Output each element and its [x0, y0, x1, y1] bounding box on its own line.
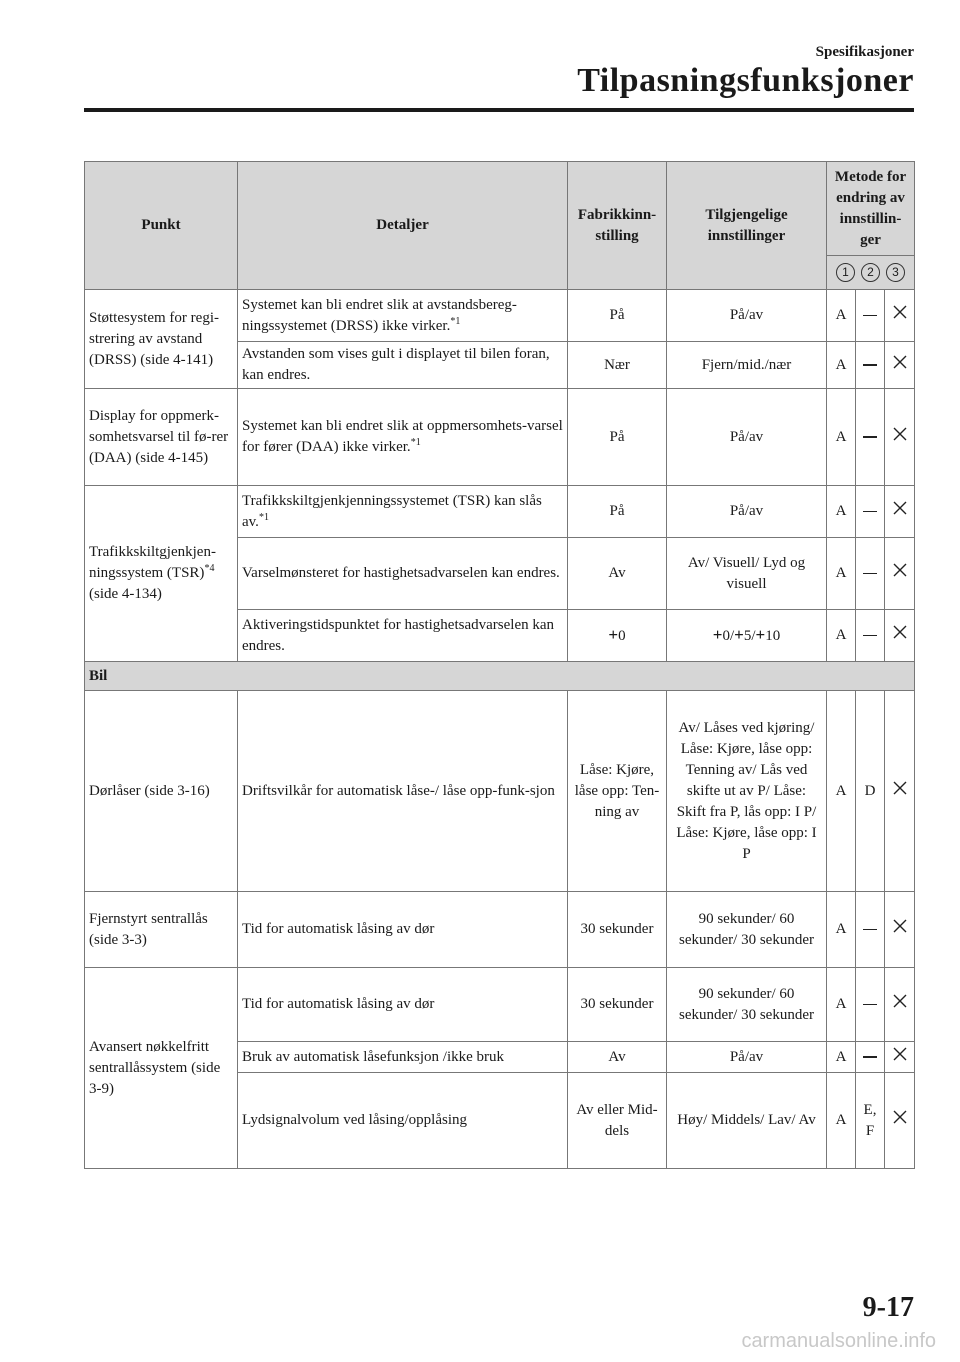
factory-cell: På: [568, 290, 667, 342]
method-cell: A: [827, 610, 856, 662]
method-cell: [885, 290, 915, 342]
method-cell: A: [827, 342, 856, 389]
detail-cell: Aktiveringstidspunktet for hastighetsadvarselen kan endres.: [238, 610, 568, 662]
factory-cell: +0: [568, 610, 667, 662]
method-numbers: [827, 256, 915, 290]
method-cell: [856, 892, 885, 968]
method-cell: A: [827, 290, 856, 342]
method-cell: [856, 1042, 885, 1073]
method-cell: [856, 486, 885, 538]
detail-cell: Tid for automatisk låsing av dør: [238, 892, 568, 968]
detail-cell: Tid for automatisk låsing av dør: [238, 968, 568, 1042]
col-fabrikk: Fabrikkinn-stilling: [568, 162, 667, 290]
dash-icon: [863, 1004, 877, 1006]
method-cell: [856, 610, 885, 662]
cross-icon: [892, 624, 908, 640]
method-cell: [885, 892, 915, 968]
item-daa: Display for oppmerk-somhetsvarsel til fø-rer (DAA) (side 4-145): [85, 389, 238, 486]
detail-cell: Lydsignalvolum ved låsing/opplåsing: [238, 1073, 568, 1169]
cross-icon: [892, 993, 908, 1009]
method-cell: [856, 538, 885, 610]
method-cell: [885, 342, 915, 389]
plus-icon: +: [608, 625, 619, 644]
watermark: carmanualsonline.info: [741, 1330, 936, 1352]
settings-cell: 90 sekunder/ 60 sekunder/ 30 sekunder: [667, 968, 827, 1042]
method-cell: [885, 389, 915, 486]
header-rule: [84, 108, 914, 112]
col-tilgjengelige: Tilgjengelige innstillinger: [667, 162, 827, 290]
factory-cell: På: [568, 486, 667, 538]
cross-icon: [892, 500, 908, 516]
factory-cell: 30 sekunder: [568, 892, 667, 968]
settings-cell: På/av: [667, 486, 827, 538]
detail-cell: Systemet kan bli endret slik at oppmersomhets-varsel for fører (DAA) ikke virker.$^{*1}$: [238, 389, 568, 486]
cross-icon: [892, 426, 908, 442]
factory-cell: Av eller Mid-dels: [568, 1073, 667, 1169]
factory-cell: Av: [568, 538, 667, 610]
item-avansert: Avansert nøkkelfritt sentrallåssystem (side 3-9): [85, 968, 238, 1169]
method-cell: [856, 968, 885, 1042]
method-1-icon: 1: [836, 263, 855, 282]
dash-icon: [863, 436, 877, 438]
method-cell: [885, 610, 915, 662]
settings-cell: +0/+5/+10: [667, 610, 827, 662]
dash-icon: [863, 511, 877, 513]
settings-cell: Av/ Låses ved kjøring/ Låse: Kjøre, låse opp: Tenning av/ Lås ved skifte ut av P/ Låse: Skift fra P, lås opp: I P/ Låse: Kjøre, låse opp: I P: [667, 691, 827, 892]
plus-icon: +: [734, 625, 744, 644]
factory-cell: Nær: [568, 342, 667, 389]
method-cell: [856, 290, 885, 342]
settings-cell: 90 sekunder/ 60 sekunder/ 30 sekunder: [667, 892, 827, 968]
settings-cell: Av/ Visuell/ Lyd og visuell: [667, 538, 827, 610]
method-cell: A: [827, 538, 856, 610]
detail-cell: Systemet kan bli endret slik at avstandsbereg-ningssystemet (DRSS) ikke virker.$^{*1}$: [238, 290, 568, 342]
method-cell: [856, 342, 885, 389]
settings-table: [84, 161, 915, 1169]
method-cell: A: [827, 968, 856, 1042]
table-row: [85, 486, 915, 538]
dash-icon: [863, 1056, 877, 1058]
factory-cell: 30 sekunder: [568, 968, 667, 1042]
plus-icon: +: [755, 625, 766, 644]
section-label: Spesifikasjoner: [815, 44, 914, 60]
dash-icon: [863, 315, 877, 317]
item-dorlaser: Dørlåser (side 3-16): [85, 691, 238, 892]
settings-cell: På/av: [667, 389, 827, 486]
settings-cell: Høy/ Middels/ Lav/ Av: [667, 1073, 827, 1169]
cross-icon: [892, 354, 908, 370]
plus-icon: +: [712, 625, 723, 644]
table-row: [85, 389, 915, 486]
method-cell: A: [827, 1073, 856, 1169]
method-cell: [885, 486, 915, 538]
method-3-icon: 3: [886, 263, 905, 282]
col-metode: Metode for endring av innstillin-ger: [827, 162, 915, 256]
item-drss: Støttesystem for regi-strering av avstand (DRSS) (side 4-141): [85, 290, 238, 389]
detail-cell: Bruk av automatisk låsefunksjon /ikke bruk: [238, 1042, 568, 1073]
cross-icon: [892, 562, 908, 578]
table-row: [85, 691, 915, 892]
detail-cell: Varselmønsteret for hastighetsadvarselen kan endres.: [238, 538, 568, 610]
method-cell: D: [856, 691, 885, 892]
settings-cell: Fjern/mid./nær: [667, 342, 827, 389]
col-punkt: Punkt: [85, 162, 238, 290]
method-cell: [885, 538, 915, 610]
method-cell: A: [827, 1042, 856, 1073]
method-cell: [885, 1073, 915, 1169]
detail-cell: Avstanden som vises gult i displayet til bilen foran, kan endres.: [238, 342, 568, 389]
factory-cell: Låse: Kjøre, låse opp: Ten-ning av: [568, 691, 667, 892]
method-cell: [856, 389, 885, 486]
factory-cell: Av: [568, 1042, 667, 1073]
method-cell: A: [827, 892, 856, 968]
cross-icon: [892, 1046, 908, 1062]
method-2-icon: 2: [861, 263, 880, 282]
dash-icon: [863, 364, 877, 366]
page-number: 9-17: [862, 1292, 914, 1323]
factory-cell: På: [568, 389, 667, 486]
method-cell: E, F: [856, 1073, 885, 1169]
method-cell: [885, 968, 915, 1042]
settings-cell: På/av: [667, 1042, 827, 1073]
table-row: [85, 290, 915, 342]
cross-icon: [892, 1109, 908, 1125]
method-cell: [885, 1042, 915, 1073]
dash-icon: [863, 635, 877, 637]
table-row: [85, 892, 915, 968]
detail-cell: Driftsvilkår for automatisk låse-/ låse opp-funk-sjon: [238, 691, 568, 892]
settings-cell: På/av: [667, 290, 827, 342]
method-cell: A: [827, 691, 856, 892]
cross-icon: [892, 304, 908, 320]
item-tsr: Trafikkskiltgjenkjen-ningssystem (TSR)$^{*4}$ (side 4-134): [85, 486, 238, 662]
table-row: [85, 968, 915, 1042]
dash-icon: [863, 573, 877, 575]
item-fjernstyrt: Fjernstyrt sentrallås (side 3-3): [85, 892, 238, 968]
method-cell: [885, 691, 915, 892]
page-title: Tilpasningsfunksjoner: [577, 62, 914, 99]
col-detaljer: Detaljer: [238, 162, 568, 290]
section-bil: Bil: [85, 662, 915, 691]
detail-cell: Trafikkskiltgjenkjenningssystemet (TSR) kan slås av.$^{*1}$: [238, 486, 568, 538]
cross-icon: [892, 780, 908, 796]
method-cell: A: [827, 389, 856, 486]
cross-icon: [892, 918, 908, 934]
method-cell: A: [827, 486, 856, 538]
dash-icon: [863, 929, 877, 931]
